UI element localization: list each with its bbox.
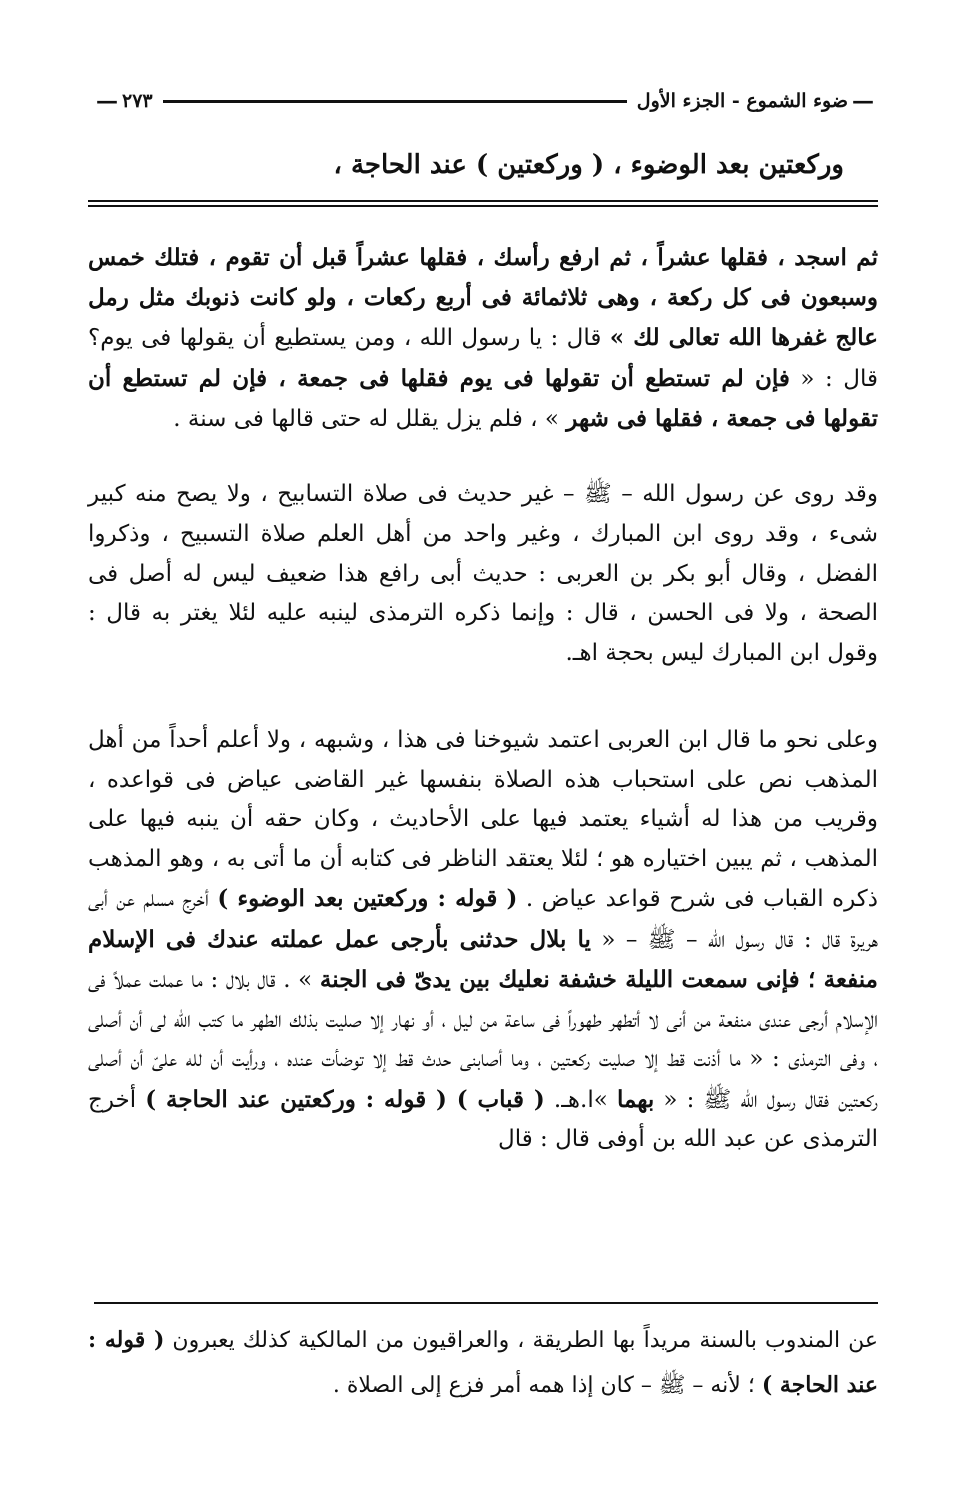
- book-title: ضوء الشموع - الجزء الأول: [636, 90, 848, 112]
- qabbab-heading: ( قباب ) ( قوله : وركعتين عند الحاجة ): [145, 1085, 545, 1113]
- paragraph-commentary: [88, 721, 878, 1160]
- hadith-bihima-bold: بهما: [616, 1085, 655, 1113]
- hadith-bilal-bold: يا بلال حدثنى بأرجى عمل عملته عندك فى الإسلام منفعة ؛ فإنى سمعت الليلة خشفة نعليك بين يدىّ فى الجنة: [88, 925, 878, 994]
- footnote-heading: ( قوله : عند الحاجة ): [88, 1327, 878, 1398]
- hadith-text-bold-2: فإن لم تستطع أن تقولها فى يوم فقلها فى جمعة ، فإن لم تستطع أن تقولها فى جمعة ، فقلها فى شهر: [88, 364, 878, 432]
- page-number: ٢٧٣: [122, 90, 153, 112]
- header-dash-right: —: [852, 88, 874, 114]
- matn-divider-top: [88, 200, 878, 202]
- running-header: [92, 86, 878, 116]
- hadith-text-plain-2: » ، فلم يزل يقلل له حتى قالها فى سنة .: [173, 405, 567, 432]
- footnote: [88, 1318, 878, 1408]
- matn-line: وركعتين بعد الوضوء ، ( وركعتين ) عند الحاجة ،: [333, 150, 844, 180]
- header-rule: [163, 100, 627, 103]
- footnote-text: عن المندوب بالسنة مريداً بها الطريقة ، والعراقيون من المالكية كذلك يعبرون: [164, 1328, 878, 1353]
- paragraph-hadith-tasbih: [88, 238, 878, 439]
- footnote-text-2: ؛ لأنه – ﷺ – كان إذا همه أمر فزع إلى الصلاة .: [332, 1373, 762, 1398]
- hadith-text-bold: ثم اسجد ، فقلها عشراً ، ثم ارفع رأسك ، فقلها عشراً قبل أن تقوم ، فتلك خمس وسبعون فى كل ركعة ، وهى ثلاثمائة فى أربع ركعات ، ولو كانت ذنوبك مثل رمل عالج غفرها الله تعالى لك »: [88, 244, 879, 352]
- commentary-text: وعلى نحو ما قال ابن العربى اعتمد شيوخنا فى هذا ، وشبهه ، ولا أعلم أحداً من أهل المذهب نص على استحباب هذه الصلاة بنفسها غير القاضى عياض فى قواعده ، وقريب من هذا له أشياء يعتمد فيها على الأحاديث ، وكان حقه أن ينبه فيها على المذهب ، ثم يبين اختياره هو ؛ لئلا يعتقد الناظر فى كتابه أن ما أتى به ، وهو المذهب ذكره القباب فى شرح قواعد عياض .: [88, 727, 878, 913]
- qawluhu-heading: ( قوله : وركعتين بعد الوضوء ): [217, 885, 518, 913]
- matn-divider-bottom: [88, 205, 878, 207]
- commentary-text-4: »ا.هـ.: [544, 1086, 617, 1113]
- hadith-text-plain: قال : يا رسول الله ، ومن يستطيع أن يقولها فى يوم؟ قال : «: [88, 325, 879, 392]
- commentary-text-3: » . قال بلال : ما عملت عملاً فى الإسلام أرجى عندى منفعة من أنى لا أتطهر طهوراً فى ساعة من ليل ، أو نهار إلا صليت بذلك الطهر ما كتب الله لى أن أصلى ، وفى الترمذى : « ما أذنت قط إلا صليت ركعتين ، وما أصابنى حدث قط إلا توضأت عنده ، ورأيت أن لله علىّ أن أصلى ركعتين فقال رسول الله ﷺ : «: [88, 967, 878, 1113]
- footnote-rule: [94, 1302, 878, 1304]
- paragraph-tasabih-grading: وقد روى عن رسول الله – ﷺ – غير حديث فى صلاة التسابيح ، ولا يصح منه كبير شىء ، وقد روى ابن المبارك ، وغير واحد من أهل العلم صلاة التسبيح ، وذكروا الفضل ، وقال أبو بكر بن العربى : حديث أبى رافع هذا ضعيف ليس له أصل فى الصحة ، ولا فى الحسن ، قال : وإنما ذكره الترمذى لينبه عليه لئلا يغتر به قال : وقول ابن المبارك ليس بحجة اهـ.: [88, 481, 878, 667]
- commentary-text-5: أخرج الترمذى عن عبد الله بن أوفى قال : قال: [88, 1086, 878, 1153]
- commentary-text-2: أخرج مسلم عن أبى هريرة قال : قال رسول الله – ﷺ – «: [88, 886, 878, 953]
- header-dash-left: —: [96, 88, 118, 114]
